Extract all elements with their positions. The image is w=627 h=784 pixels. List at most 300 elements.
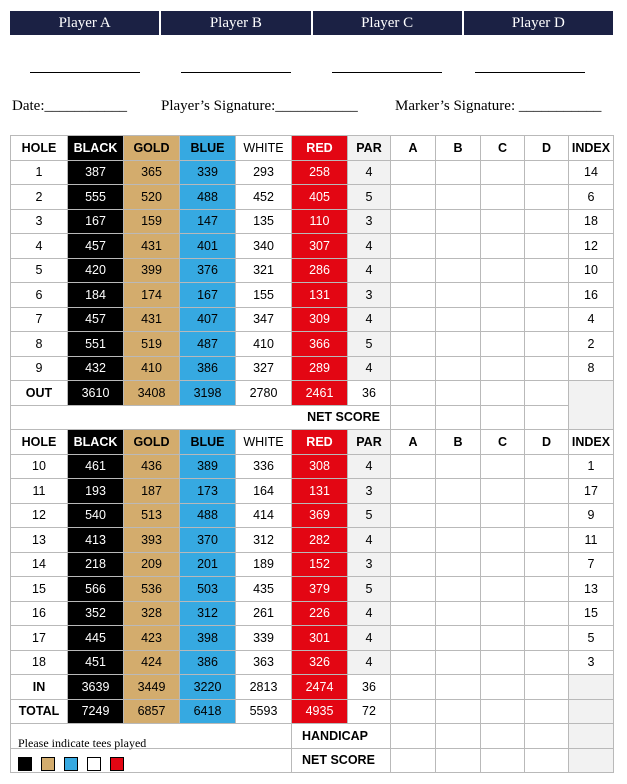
black-total: 3639 — [68, 675, 124, 700]
score-cell-b[interactable] — [436, 258, 481, 283]
black-total: 3610 — [68, 381, 124, 406]
white-yardage: 327 — [236, 356, 292, 381]
tee-swatch-red[interactable] — [110, 757, 124, 771]
red-yardage: 326 — [292, 650, 348, 675]
index-blank — [569, 381, 614, 430]
table-row — [11, 307, 614, 332]
hole-number: 14 — [11, 552, 68, 577]
total-cell-d[interactable] — [525, 675, 569, 700]
index-blank — [569, 675, 614, 700]
gold-yardage: 436 — [124, 454, 180, 479]
hole-number: 10 — [11, 454, 68, 479]
tee-swatch-white[interactable] — [87, 757, 101, 771]
score-cell-c[interactable] — [481, 332, 525, 357]
score-cell-b[interactable] — [436, 552, 481, 577]
out-row — [11, 381, 614, 406]
hole-number: 6 — [11, 283, 68, 308]
score-cell-a[interactable] — [391, 577, 436, 602]
header-red: RED — [292, 136, 348, 161]
score-cell-c[interactable] — [481, 307, 525, 332]
handicap-cell-b[interactable] — [436, 724, 481, 749]
score-cell-a[interactable] — [391, 332, 436, 357]
table-row — [11, 626, 614, 651]
score-cell-c[interactable] — [481, 209, 525, 234]
header-red: RED — [292, 430, 348, 455]
blue-yardage: 407 — [180, 307, 236, 332]
par-value: 4 — [348, 160, 391, 185]
header-hole: HOLE — [11, 430, 68, 455]
stroke-index: 4 — [569, 307, 614, 332]
score-cell-a[interactable] — [391, 479, 436, 504]
stroke-index: 7 — [569, 552, 614, 577]
red-yardage: 258 — [292, 160, 348, 185]
table-row — [11, 650, 614, 675]
black-yardage: 167 — [68, 209, 124, 234]
white-yardage: 135 — [236, 209, 292, 234]
header-index: INDEX — [569, 430, 614, 455]
gold-yardage: 393 — [124, 528, 180, 553]
gold-yardage: 187 — [124, 479, 180, 504]
white-total: 2813 — [236, 675, 292, 700]
header-index: INDEX — [569, 136, 614, 161]
table-row — [11, 454, 614, 479]
score-cell-c[interactable] — [481, 234, 525, 259]
table-row — [11, 479, 614, 504]
stroke-index: 15 — [569, 601, 614, 626]
tees-label: Please indicate tees played — [18, 736, 147, 750]
player-d-name-line[interactable] — [475, 72, 585, 73]
blue-total: 3198 — [180, 381, 236, 406]
par-value: 4 — [348, 601, 391, 626]
hole-number: 1 — [11, 160, 68, 185]
score-cell-b[interactable] — [436, 454, 481, 479]
header-black: BLACK — [68, 136, 124, 161]
score-cell-d[interactable] — [525, 626, 569, 651]
score-cell-c[interactable] — [481, 283, 525, 308]
black-yardage: 387 — [68, 160, 124, 185]
in-row-label: IN — [11, 675, 68, 700]
score-cell-a[interactable] — [391, 307, 436, 332]
score-cell-b[interactable] — [436, 626, 481, 651]
hole-number: 9 — [11, 356, 68, 381]
white-yardage: 339 — [236, 626, 292, 651]
blue-yardage: 147 — [180, 209, 236, 234]
score-cell-c[interactable] — [481, 626, 525, 651]
score-cell-d[interactable] — [525, 185, 569, 210]
red-total: 2474 — [292, 675, 348, 700]
score-cell-c[interactable] — [481, 185, 525, 210]
white-yardage: 189 — [236, 552, 292, 577]
gold-yardage: 424 — [124, 650, 180, 675]
total-cell-c[interactable] — [481, 381, 525, 406]
stroke-index: 2 — [569, 332, 614, 357]
score-cell-c[interactable] — [481, 454, 525, 479]
player-signature-field[interactable]: Player’s Signature:___________ — [161, 98, 358, 114]
tee-swatch-gold[interactable] — [41, 757, 55, 771]
blue-yardage: 398 — [180, 626, 236, 651]
header-d: D — [525, 430, 569, 455]
white-yardage: 261 — [236, 601, 292, 626]
blue-yardage: 339 — [180, 160, 236, 185]
score-cell-c[interactable] — [481, 528, 525, 553]
score-cell-a[interactable] — [391, 454, 436, 479]
black-yardage: 451 — [68, 650, 124, 675]
blue-yardage: 173 — [180, 479, 236, 504]
score-cell-d[interactable] — [525, 332, 569, 357]
gold-yardage: 209 — [124, 552, 180, 577]
header-hole: HOLE — [11, 136, 68, 161]
hole-number: 2 — [11, 185, 68, 210]
header-b: B — [436, 430, 481, 455]
gold-total: 6857 — [124, 699, 180, 724]
white-yardage: 452 — [236, 185, 292, 210]
score-cell-b[interactable] — [436, 160, 481, 185]
hole-number: 5 — [11, 258, 68, 283]
score-cell-a[interactable] — [391, 356, 436, 381]
score-cell-b[interactable] — [436, 209, 481, 234]
red-yardage: 379 — [292, 577, 348, 602]
blue-total: 3220 — [180, 675, 236, 700]
hole-number: 11 — [11, 479, 68, 504]
gold-yardage: 410 — [124, 356, 180, 381]
table-row — [11, 185, 614, 210]
hole-number: 8 — [11, 332, 68, 357]
par-value: 3 — [348, 552, 391, 577]
total-cell-d[interactable] — [525, 699, 569, 724]
score-cell-c[interactable] — [481, 503, 525, 528]
red-yardage: 307 — [292, 234, 348, 259]
blue-yardage: 503 — [180, 577, 236, 602]
hole-number: 4 — [11, 234, 68, 259]
par-value: 4 — [348, 528, 391, 553]
score-cell-d[interactable] — [525, 503, 569, 528]
net-score-cell-a[interactable] — [391, 405, 436, 430]
hole-number: 3 — [11, 209, 68, 234]
white-yardage: 164 — [236, 479, 292, 504]
par-value: 4 — [348, 650, 391, 675]
handicap-cell-d[interactable] — [525, 724, 569, 749]
total-cell-a[interactable] — [391, 675, 436, 700]
blue-yardage: 488 — [180, 185, 236, 210]
stroke-index: 16 — [569, 283, 614, 308]
score-cell-b[interactable] — [436, 650, 481, 675]
score-cell-a[interactable] — [391, 234, 436, 259]
stroke-index: 3 — [569, 650, 614, 675]
red-yardage: 289 — [292, 356, 348, 381]
gold-yardage: 328 — [124, 601, 180, 626]
net-score-cell-d[interactable] — [525, 405, 569, 430]
red-yardage: 309 — [292, 307, 348, 332]
red-yardage: 366 — [292, 332, 348, 357]
score-cell-a[interactable] — [391, 283, 436, 308]
total-cell-c[interactable] — [481, 699, 525, 724]
player-a-header: Player A — [10, 11, 159, 35]
header-par: PAR — [348, 430, 391, 455]
total-cell-d[interactable] — [525, 381, 569, 406]
header-c: C — [481, 430, 525, 455]
score-cell-c[interactable] — [481, 650, 525, 675]
score-cell-d[interactable] — [525, 528, 569, 553]
par-value: 5 — [348, 503, 391, 528]
white-yardage: 410 — [236, 332, 292, 357]
red-total: 4935 — [292, 699, 348, 724]
table-row — [11, 356, 614, 381]
par-value: 5 — [348, 185, 391, 210]
player-b-name-line[interactable] — [181, 72, 291, 73]
score-cell-a[interactable] — [391, 185, 436, 210]
score-cell-d[interactable] — [525, 552, 569, 577]
score-cell-c[interactable] — [481, 577, 525, 602]
black-yardage: 432 — [68, 356, 124, 381]
red-total: 2461 — [292, 381, 348, 406]
score-cell-c[interactable] — [481, 601, 525, 626]
table-row — [11, 528, 614, 553]
white-yardage: 414 — [236, 503, 292, 528]
table-row — [11, 503, 614, 528]
total-cell-b[interactable] — [436, 699, 481, 724]
player-a-name-line[interactable] — [30, 72, 140, 73]
blue-yardage: 201 — [180, 552, 236, 577]
stroke-index: 17 — [569, 479, 614, 504]
gold-yardage: 159 — [124, 209, 180, 234]
net-score-row — [11, 405, 614, 430]
black-total: 7249 — [68, 699, 124, 724]
black-yardage: 420 — [68, 258, 124, 283]
header-blue: BLUE — [180, 430, 236, 455]
tee-swatch-blue[interactable] — [64, 757, 78, 771]
score-cell-c[interactable] — [481, 552, 525, 577]
header-white: WHITE — [236, 136, 292, 161]
header-gold: GOLD — [124, 136, 180, 161]
gold-total: 3449 — [124, 675, 180, 700]
in-row — [11, 675, 614, 700]
hole-number: 17 — [11, 626, 68, 651]
stroke-index: 13 — [569, 577, 614, 602]
hole-number: 15 — [11, 577, 68, 602]
hole-number: 13 — [11, 528, 68, 553]
player-header — [10, 11, 613, 35]
black-yardage: 445 — [68, 626, 124, 651]
score-cell-a[interactable] — [391, 601, 436, 626]
score-cell-d[interactable] — [525, 160, 569, 185]
score-cell-b[interactable] — [436, 503, 481, 528]
out-row-label: OUT — [11, 381, 68, 406]
total-cell-b[interactable] — [436, 381, 481, 406]
white-yardage: 363 — [236, 650, 292, 675]
header-gold: GOLD — [124, 430, 180, 455]
stroke-index: 9 — [569, 503, 614, 528]
header-row — [11, 430, 614, 455]
net-score-cell-c[interactable] — [481, 405, 525, 430]
red-yardage: 405 — [292, 185, 348, 210]
index-blank — [569, 699, 614, 724]
red-yardage: 110 — [292, 209, 348, 234]
table-row — [11, 234, 614, 259]
gold-yardage: 431 — [124, 234, 180, 259]
score-cell-d[interactable] — [525, 601, 569, 626]
blue-total: 6418 — [180, 699, 236, 724]
gold-yardage: 174 — [124, 283, 180, 308]
par-value: 4 — [348, 234, 391, 259]
gold-yardage: 399 — [124, 258, 180, 283]
score-cell-d[interactable] — [525, 454, 569, 479]
blue-yardage: 167 — [180, 283, 236, 308]
front-nine-table — [10, 135, 614, 430]
total-row-label: TOTAL — [11, 699, 68, 724]
red-yardage: 369 — [292, 503, 348, 528]
score-cell-d[interactable] — [525, 209, 569, 234]
header-b: B — [436, 136, 481, 161]
score-cell-c[interactable] — [481, 356, 525, 381]
score-cell-d[interactable] — [525, 234, 569, 259]
handicap-label: HANDICAP — [292, 724, 391, 749]
score-cell-b[interactable] — [436, 234, 481, 259]
blue-yardage: 376 — [180, 258, 236, 283]
net-score-cell-a[interactable] — [391, 748, 436, 773]
par-value: 4 — [348, 258, 391, 283]
black-yardage: 540 — [68, 503, 124, 528]
total-cell-b[interactable] — [436, 675, 481, 700]
black-yardage: 551 — [68, 332, 124, 357]
score-cell-b[interactable] — [436, 528, 481, 553]
score-cell-c[interactable] — [481, 479, 525, 504]
marker-signature-field[interactable]: Marker’s Signature: ___________ — [395, 98, 602, 114]
gold-yardage: 423 — [124, 626, 180, 651]
white-yardage: 340 — [236, 234, 292, 259]
hole-number: 16 — [11, 601, 68, 626]
handicap-cell-a[interactable] — [391, 724, 436, 749]
score-cell-a[interactable] — [391, 160, 436, 185]
net-score-label: NET SCORE — [11, 405, 391, 430]
score-cell-a[interactable] — [391, 503, 436, 528]
total-cell-a[interactable] — [391, 381, 436, 406]
table-row — [11, 332, 614, 357]
header-white: WHITE — [236, 430, 292, 455]
red-yardage: 308 — [292, 454, 348, 479]
index-blank — [569, 748, 614, 773]
score-cell-b[interactable] — [436, 479, 481, 504]
score-cell-c[interactable] — [481, 160, 525, 185]
par-value: 3 — [348, 479, 391, 504]
stroke-index: 8 — [569, 356, 614, 381]
stroke-index: 18 — [569, 209, 614, 234]
gold-yardage: 431 — [124, 307, 180, 332]
score-cell-d[interactable] — [525, 258, 569, 283]
par-total: 72 — [348, 699, 391, 724]
stroke-index: 14 — [569, 160, 614, 185]
stroke-index: 10 — [569, 258, 614, 283]
score-cell-d[interactable] — [525, 307, 569, 332]
par-value: 3 — [348, 209, 391, 234]
black-yardage: 218 — [68, 552, 124, 577]
black-yardage: 555 — [68, 185, 124, 210]
table-row — [11, 258, 614, 283]
score-cell-a[interactable] — [391, 258, 436, 283]
gold-yardage: 520 — [124, 185, 180, 210]
score-cell-b[interactable] — [436, 185, 481, 210]
score-cell-a[interactable] — [391, 528, 436, 553]
gold-yardage: 513 — [124, 503, 180, 528]
score-cell-b[interactable] — [436, 601, 481, 626]
white-yardage: 336 — [236, 454, 292, 479]
par-value: 4 — [348, 626, 391, 651]
stroke-index: 12 — [569, 234, 614, 259]
header-row — [11, 136, 614, 161]
table-row — [11, 601, 614, 626]
total-row — [11, 699, 614, 724]
header-black: BLACK — [68, 430, 124, 455]
score-cell-b[interactable] — [436, 283, 481, 308]
net-score-cell-b[interactable] — [436, 405, 481, 430]
header-par: PAR — [348, 136, 391, 161]
hole-number: 7 — [11, 307, 68, 332]
score-cell-d[interactable] — [525, 577, 569, 602]
score-cell-a[interactable] — [391, 650, 436, 675]
gold-yardage: 365 — [124, 160, 180, 185]
score-cell-a[interactable] — [391, 626, 436, 651]
red-yardage: 131 — [292, 283, 348, 308]
net-score-cell-b[interactable] — [436, 748, 481, 773]
score-cell-d[interactable] — [525, 479, 569, 504]
score-cell-d[interactable] — [525, 283, 569, 308]
header-a: A — [391, 430, 436, 455]
score-cell-b[interactable] — [436, 577, 481, 602]
score-cell-a[interactable] — [391, 209, 436, 234]
par-value: 5 — [348, 332, 391, 357]
gold-yardage: 536 — [124, 577, 180, 602]
total-cell-a[interactable] — [391, 699, 436, 724]
score-cell-d[interactable] — [525, 356, 569, 381]
black-yardage: 457 — [68, 307, 124, 332]
table-row — [11, 552, 614, 577]
score-cell-b[interactable] — [436, 356, 481, 381]
blue-yardage: 487 — [180, 332, 236, 357]
score-cell-a[interactable] — [391, 552, 436, 577]
date-field[interactable]: Date:___________ — [12, 98, 127, 114]
net-score-cell-d[interactable] — [525, 748, 569, 773]
score-cell-b[interactable] — [436, 332, 481, 357]
net-score-cell-c[interactable] — [481, 748, 525, 773]
score-cell-b[interactable] — [436, 307, 481, 332]
blue-yardage: 401 — [180, 234, 236, 259]
tee-swatch-black[interactable] — [18, 757, 32, 771]
table-row — [11, 283, 614, 308]
black-yardage: 566 — [68, 577, 124, 602]
player-b-header: Player B — [161, 11, 310, 35]
par-value: 5 — [348, 577, 391, 602]
score-cell-d[interactable] — [525, 650, 569, 675]
back-nine-table — [10, 429, 614, 773]
handicap-cell-c[interactable] — [481, 724, 525, 749]
player-c-header: Player C — [313, 11, 462, 35]
blue-yardage: 312 — [180, 601, 236, 626]
blue-yardage: 386 — [180, 650, 236, 675]
total-cell-c[interactable] — [481, 675, 525, 700]
red-yardage: 152 — [292, 552, 348, 577]
player-c-name-line[interactable] — [332, 72, 442, 73]
blue-yardage: 386 — [180, 356, 236, 381]
header-blue: BLUE — [180, 136, 236, 161]
red-yardage: 301 — [292, 626, 348, 651]
par-total: 36 — [348, 381, 391, 406]
black-yardage: 413 — [68, 528, 124, 553]
score-cell-c[interactable] — [481, 258, 525, 283]
net-score-label: NET SCORE — [292, 748, 391, 773]
par-value: 4 — [348, 454, 391, 479]
white-yardage: 293 — [236, 160, 292, 185]
gold-yardage: 519 — [124, 332, 180, 357]
black-yardage: 457 — [68, 234, 124, 259]
